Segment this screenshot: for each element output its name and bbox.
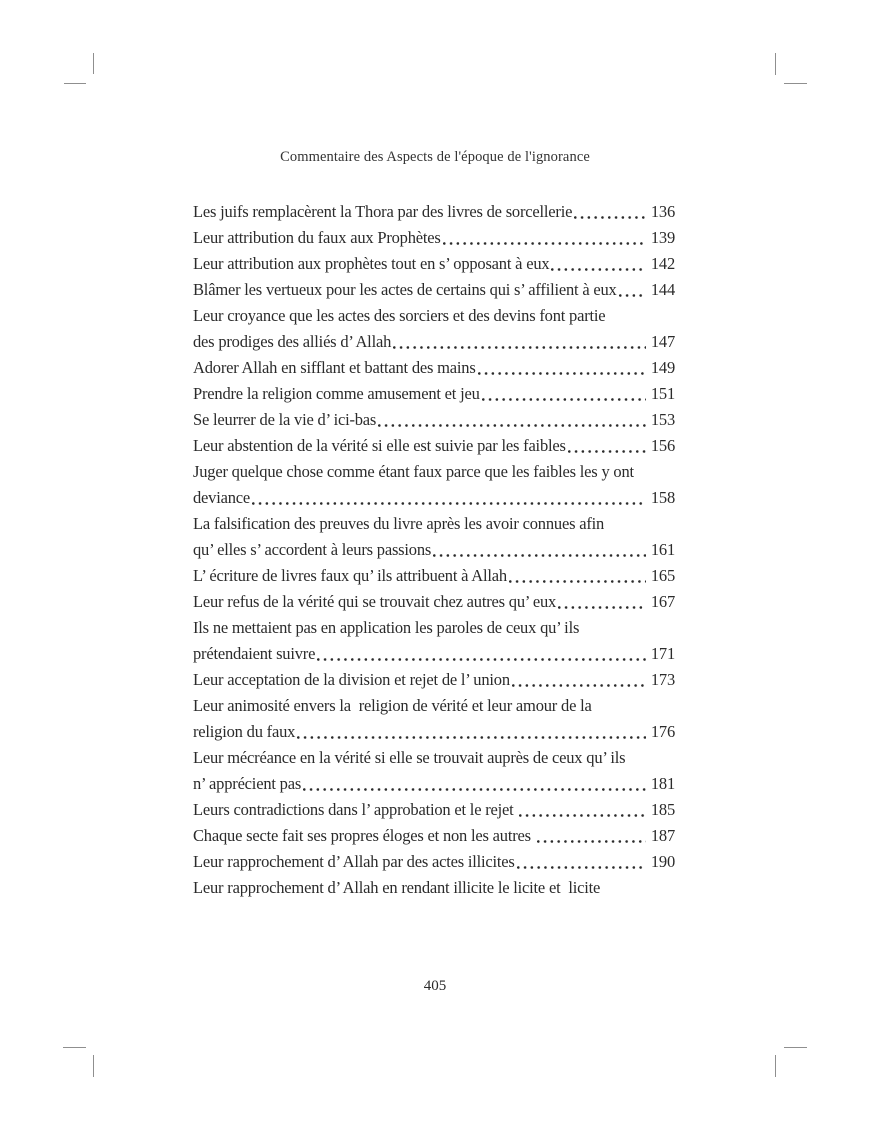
- toc-entry-text: Leur croyance que les actes des sorciers et des devins font partie: [193, 306, 606, 325]
- toc-line: [193, 615, 675, 641]
- toc-line: [193, 199, 675, 225]
- toc-entry-page: 156: [650, 436, 675, 455]
- dot-leader: [512, 667, 646, 693]
- toc-line: [193, 407, 675, 433]
- toc-entry-text: Leur attribution du faux aux Prophètes: [193, 228, 441, 247]
- toc-line: [193, 693, 675, 719]
- toc-entry-page: 165: [650, 566, 675, 585]
- crop-mark-bottom-left-vertical: [93, 1055, 94, 1077]
- toc-line: [193, 381, 675, 407]
- running-header: Commentaire des Aspects de l'époque de l'ignorance: [280, 149, 590, 165]
- toc-entry-text: religion du faux: [193, 722, 296, 741]
- crop-mark-top-left-horizontal: [64, 83, 86, 84]
- toc-line: [193, 329, 675, 355]
- toc-entry-text: Leur attribution aux prophètes tout en s’ opposant à eux: [193, 254, 550, 273]
- toc-entry-page: 136: [650, 202, 675, 221]
- crop-mark-top-right-vertical: [775, 53, 776, 75]
- toc-entry-text: Leurs contradictions dans l’ approbation et le rejet: [193, 800, 518, 819]
- dot-leader: [443, 225, 646, 251]
- toc-line: [193, 641, 675, 667]
- toc-line: [193, 537, 675, 563]
- toc-entry-text: Les juifs remplacèrent la Thora par des livres de sorcellerie: [193, 202, 573, 221]
- toc-entry-page: 176: [650, 722, 675, 741]
- toc-line: [193, 667, 675, 693]
- toc-entry-text: Leur animosité envers la religion de vérité et leur amour de la: [193, 696, 592, 715]
- toc-entry-text: Chaque secte fait ses propres éloges et non les autres: [193, 826, 535, 845]
- table-of-contents: [193, 199, 675, 901]
- dot-leader: [619, 277, 646, 303]
- crop-mark-bottom-right-vertical: [775, 1055, 776, 1077]
- toc-entry-text: Leur rapprochement d’ Allah par des actes illicites: [193, 852, 515, 871]
- dot-leader: [509, 563, 646, 589]
- toc-entry-text: Prendre la religion comme amusement et jeu: [193, 384, 480, 403]
- toc-entry-text: deviance: [193, 488, 251, 507]
- toc-line: [193, 303, 675, 329]
- toc-entry-page: 144: [650, 280, 675, 299]
- toc-entry-page: 185: [650, 800, 675, 819]
- toc-entry-page: 158: [650, 488, 675, 507]
- toc-entry-text: des prodiges des alliés d’ Allah: [193, 332, 392, 351]
- toc-entry-page: 190: [650, 852, 675, 871]
- dot-leader: [378, 407, 646, 433]
- toc-entry-page: 173: [650, 670, 675, 689]
- toc-line: [193, 459, 675, 485]
- toc-line: [193, 589, 675, 615]
- toc-entry-page: 161: [650, 540, 675, 559]
- toc-line: [193, 251, 675, 277]
- toc-line: [193, 511, 675, 537]
- toc-entry-text: qu’ elles s’ accordent à leurs passions: [193, 540, 432, 559]
- toc-entry-text: Leur abstention de la vérité si elle est suivie par les faibles: [193, 436, 566, 455]
- toc-entry-text: prétendaient suivre: [193, 644, 316, 663]
- dot-leader: [537, 823, 646, 849]
- toc-entry-text: L’ écriture de livres faux qu’ ils attribuent à Allah: [193, 566, 507, 585]
- toc-entry-text: Leur acceptation de la division et rejet de l’ union: [193, 670, 510, 689]
- toc-entry-text: n’ apprécient pas: [193, 774, 302, 793]
- dot-leader: [433, 537, 646, 563]
- dot-leader: [303, 771, 646, 797]
- dot-leader: [551, 251, 645, 277]
- dot-leader: [519, 797, 645, 823]
- crop-mark-bottom-right-horizontal: [784, 1047, 807, 1048]
- toc-entry-text: Juger quelque chose comme étant faux parce que les faibles les y ont: [193, 462, 634, 481]
- toc-line: [193, 225, 675, 251]
- toc-line: [193, 875, 675, 901]
- crop-mark-top-right-horizontal: [784, 83, 807, 84]
- dot-leader: [482, 381, 646, 407]
- toc-line: [193, 433, 675, 459]
- dot-leader: [568, 433, 646, 459]
- toc-entry-text: Leur mécréance en la vérité si elle se trouvait auprès de ceux qu’ ils: [193, 748, 626, 767]
- toc-line: [193, 745, 675, 771]
- toc-line: [193, 485, 675, 511]
- toc-line: [193, 355, 675, 381]
- toc-entry-page: 149: [650, 358, 675, 377]
- toc-entry-text: Leur refus de la vérité qui se trouvait chez autres qu’ eux: [193, 592, 557, 611]
- toc-entry-text: Se leurrer de la vie d’ ici-bas: [193, 410, 377, 429]
- page-number: 405: [423, 978, 447, 994]
- toc-line: [193, 797, 675, 823]
- toc-entry-page: 171: [650, 644, 675, 663]
- dot-leader: [252, 485, 646, 511]
- dot-leader: [297, 719, 646, 745]
- crop-mark-top-left-vertical: [93, 53, 94, 74]
- toc-entry-page: 151: [650, 384, 675, 403]
- toc-entry-page: 142: [650, 254, 675, 273]
- toc-line: [193, 849, 675, 875]
- toc-entry-page: 147: [650, 332, 675, 351]
- dot-leader: [574, 199, 646, 225]
- toc-line: [193, 771, 675, 797]
- crop-mark-bottom-left-horizontal: [63, 1047, 86, 1048]
- dot-leader: [478, 355, 646, 381]
- toc-entry-text: Adorer Allah en sifflant et battant des mains: [193, 358, 476, 377]
- toc-line: [193, 277, 675, 303]
- toc-entry-page: 153: [650, 410, 675, 429]
- toc-entry-text: La falsification des preuves du livre après les avoir connues afin: [193, 514, 605, 533]
- toc-entry-page: 181: [650, 774, 675, 793]
- toc-entry-text: Leur rapprochement d’ Allah en rendant illicite le licite et licite: [193, 878, 601, 897]
- dot-leader: [317, 641, 646, 667]
- toc-entry-page: 167: [650, 592, 675, 611]
- dot-leader: [517, 849, 646, 875]
- dot-leader: [558, 589, 646, 615]
- toc-entry-text: Blâmer les vertueux pour les actes de certains qui s’ affilient à eux: [193, 280, 617, 299]
- toc-entry-page: 187: [650, 826, 675, 845]
- dot-leader: [393, 329, 646, 355]
- toc-line: [193, 823, 675, 849]
- toc-entry-text: Ils ne mettaient pas en application les paroles de ceux qu’ ils: [193, 618, 580, 637]
- toc-line: [193, 563, 675, 589]
- toc-entry-page: 139: [650, 228, 675, 247]
- toc-line: [193, 719, 675, 745]
